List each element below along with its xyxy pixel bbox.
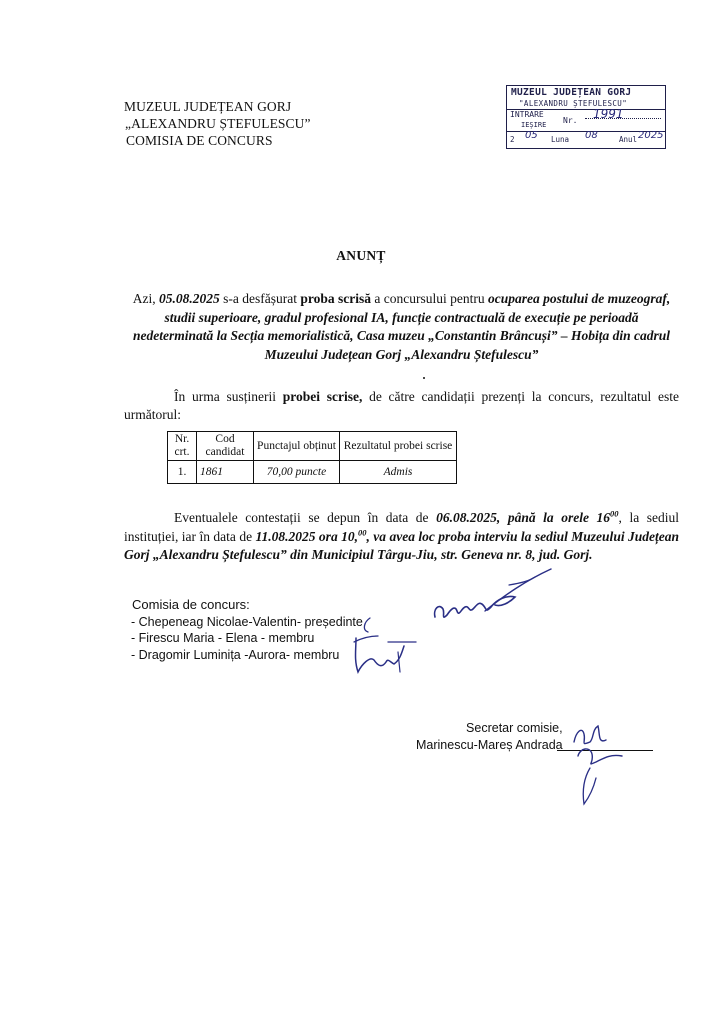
committee-heading: Comisia de concurs: xyxy=(132,597,250,612)
stamp-luna-label: Luna xyxy=(551,135,570,144)
stamp-zi-value: 05 xyxy=(525,130,538,141)
committee-list xyxy=(131,597,363,663)
results-intro-paragraph xyxy=(124,388,679,424)
stamp-intrare: INTRARE xyxy=(510,110,544,119)
committee-member: - Dragomir Luminița -Aurora- membru xyxy=(131,647,340,662)
secretary-label: Secretar comisie, xyxy=(466,721,563,735)
org-name-line3: COMISIA DE CONCURS xyxy=(126,133,273,148)
stamp-zi-prefix: 2 xyxy=(510,135,515,144)
para1-text: s-a desfășurat xyxy=(219,291,301,306)
para3-text: Eventualele contestații se depun în data de xyxy=(174,510,437,525)
announcement-paragraph xyxy=(124,290,679,364)
para3-text: , la sediul instituției, iar în data de xyxy=(124,510,680,544)
cell-punctaj: 70,00 puncte xyxy=(254,461,340,484)
organization-header xyxy=(124,98,320,149)
org-name-line2: „ALEXANDRU ȘTEFULESCU” xyxy=(125,116,311,131)
appeal-date: 06.08.2025, până la orele 16 xyxy=(436,510,611,525)
org-name-line1: MUZEUL JUDEȚEAN GORJ xyxy=(124,99,292,114)
para2-emphasis: probei scrise, xyxy=(282,389,363,404)
stamp-anul-label: Anul xyxy=(619,135,638,144)
stamp-nr-value: 1991 xyxy=(593,107,624,121)
interview-hour-sup: 00 xyxy=(358,527,367,537)
stamp-line1: MUZEUL JUDEȚEAN GORJ xyxy=(511,87,632,98)
stamp-iesire: IEȘIRE xyxy=(521,121,547,129)
position-description: ocuparea postului de muzeograf, studii superioare, gradul profesional IA, funcție contractuală de execuție pe perioadă nedeterminată la Secția memorialistică, Casa muzeu „Constantin Brâncuși” – Hobița din cadrul Muzeului Județean Gorj „Alexandru Ștefulescu” xyxy=(132,291,671,362)
committee-member: - Chepeneag Nicolae-Valentin- președinte xyxy=(131,614,363,629)
para2-text: de către candidații prezenți la concurs, rezultatul este următorul: xyxy=(124,389,679,422)
stray-dot xyxy=(423,377,425,379)
cell-cod: 1861 xyxy=(197,461,254,484)
interview-location: , va avea loc proba interviu la sediul Muzeului Județean Gorj „Alexandru Ștefulescu” din Municipiul Târgu-Jiu, str. Geneva nr. 8, jud. Gorj. xyxy=(124,528,680,562)
cell-nr: 1. xyxy=(168,461,197,484)
document-title: ANUNȚ xyxy=(336,248,386,263)
president-signature xyxy=(425,565,555,640)
stamp-luna-value: 08 xyxy=(585,130,598,141)
header-punctaj: Punctajul obținut xyxy=(254,432,340,461)
para2-text: În urma susținerii xyxy=(174,389,283,404)
exam-type: proba scrisă xyxy=(300,291,371,306)
para1-text: a concursului pentru xyxy=(371,291,488,306)
stamp-anul-value: 2025 xyxy=(638,130,664,141)
header-rezultat: Rezultatul probei scrise xyxy=(340,432,457,461)
header-nr: Nr. crt. xyxy=(168,432,197,461)
interview-date: 11.08.2025 ora 10, xyxy=(255,528,358,544)
cell-rezultat: Admis xyxy=(340,461,457,484)
member-signatures xyxy=(340,612,430,680)
secretary-name: Marinescu-Mareș Andrada xyxy=(416,738,563,752)
committee-member: - Firescu Maria - Elena - membru xyxy=(131,631,315,645)
registration-stamp xyxy=(506,85,666,149)
exam-date: 05.08.2025 xyxy=(159,291,220,306)
table-row xyxy=(168,461,457,484)
table-header-row xyxy=(168,432,457,461)
appeal-hour-sup: 00 xyxy=(610,508,619,519)
results-table xyxy=(167,431,457,484)
para1-text: Azi, xyxy=(132,291,160,306)
secretary-signature xyxy=(560,712,640,812)
stamp-nr-label: Nr. xyxy=(563,116,578,125)
stamp-nr-dots xyxy=(585,118,661,119)
appeals-paragraph xyxy=(124,509,679,565)
header-cod: Cod candidat xyxy=(197,432,254,461)
stamp-line2: "ALEXANDRU ȘTEFULESCU" xyxy=(519,99,628,108)
secretary-block xyxy=(416,720,563,754)
